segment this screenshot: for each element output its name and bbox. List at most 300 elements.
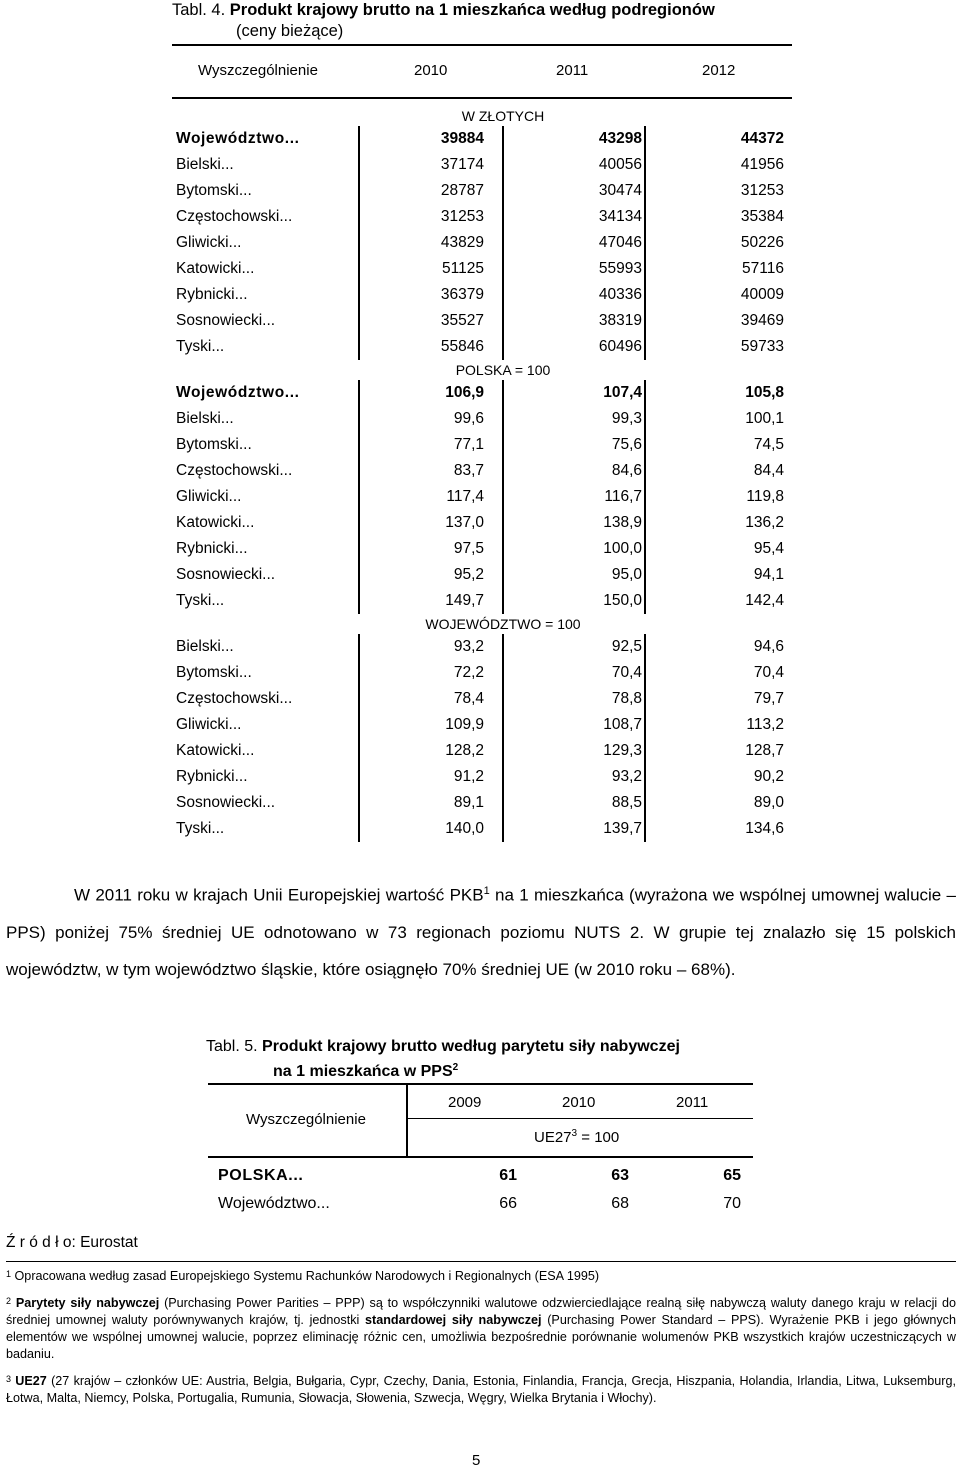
row-label	[218, 1162, 303, 1190]
row-label-dots: ...	[238, 664, 252, 681]
table5-top-rule	[208, 1083, 753, 1085]
table-cell: 107,4	[603, 384, 642, 401]
table-row	[172, 634, 792, 660]
paragraph-text-end: na 1 mieszkańca (wyrażona we wspólnej umownej walucie – PPS) poniżej 75% średniej UE odnotowano w 73 regionach poziomu NUTS 2. W grupie tej znalazło się 15 polskich województw, w tym województwo śląskie, które osiągnęło 70% średniej UE (w 2010 roku – 68%).	[6, 885, 957, 979]
column-rule	[358, 380, 360, 406]
row-label-text: Województwo	[176, 384, 285, 401]
footnote-text: Opracowana według zasad Europejskiego Systemu Rachunków Narodowych i Regionalnych (ESA 1995)	[14, 1269, 600, 1283]
table-cell: 43298	[598, 130, 642, 147]
table-cell: 40056	[598, 156, 642, 173]
section-row	[172, 106, 792, 126]
row-label-text: Tyski	[176, 820, 212, 837]
column-rule	[502, 204, 504, 230]
table-cell: 47046	[598, 234, 642, 251]
table-cell: 97,5	[453, 540, 484, 557]
table-cell: 39469	[740, 312, 784, 329]
table-cell: 134,6	[745, 820, 784, 837]
table-cell: 140,0	[445, 820, 484, 837]
table-cell: 74,5	[753, 436, 784, 453]
row-label	[176, 380, 300, 406]
footnote-term: UE27	[15, 1374, 47, 1388]
table-cell: 109,9	[445, 716, 484, 733]
column-rule	[358, 562, 360, 588]
column-rule	[502, 380, 504, 406]
table-cell: 35384	[740, 208, 784, 225]
table-cell: 100,0	[603, 540, 642, 557]
row-label-dots: ...	[211, 820, 225, 837]
row-label-text: Bielski	[176, 638, 221, 655]
footnote-number: 3	[6, 1374, 12, 1384]
column-rule	[502, 562, 504, 588]
table5-unit-footnote-ref: 3	[571, 1128, 578, 1139]
row-label-dots: ...	[288, 1167, 304, 1184]
row-label	[176, 738, 254, 764]
row-label-dots: ...	[234, 768, 248, 785]
column-rule	[644, 282, 646, 308]
row-label-text: Gliwicki	[176, 716, 229, 733]
row-label-text: Częstochowski	[176, 208, 280, 225]
column-rule	[502, 406, 504, 432]
footnote-3	[6, 1373, 956, 1407]
column-rule	[644, 790, 646, 816]
row-label-text: Sosnowiecki	[176, 566, 263, 583]
table-cell: 66	[499, 1195, 517, 1212]
table5-title-text: Produkt krajowy brutto według parytetu siły nabywczej	[262, 1038, 680, 1055]
table-cell: 31253	[740, 182, 784, 199]
column-rule	[358, 660, 360, 686]
row-label	[176, 816, 224, 842]
row-label-dots: ...	[238, 436, 252, 453]
column-rule	[644, 458, 646, 484]
table5-header-year: 2010	[562, 1094, 596, 1111]
table-row	[172, 282, 792, 308]
row-label-text: Katowicki	[176, 514, 242, 531]
row-label-dots: ...	[241, 514, 255, 531]
row-label-text: Tyski	[176, 592, 212, 609]
row-label-dots: ...	[220, 156, 234, 173]
footnote-2	[6, 1295, 956, 1363]
table-cell: 149,7	[445, 592, 484, 609]
table-cell: 113,2	[746, 716, 784, 733]
column-rule	[358, 178, 360, 204]
table-cell: 142,4	[745, 592, 784, 609]
row-label-dots: ...	[284, 130, 300, 147]
row-label-dots: ...	[238, 182, 252, 199]
table4-title-text: Produkt krajowy brutto na 1 mieszkańca według podregionów	[229, 1, 715, 19]
column-rule	[502, 536, 504, 562]
row-label	[176, 432, 252, 458]
column-rule	[644, 660, 646, 686]
table-cell: 94,6	[753, 638, 784, 655]
table5-body	[208, 1162, 753, 1218]
table4-header-label: Wyszczególnienie	[198, 62, 318, 79]
section-row	[172, 614, 792, 634]
table-cell: 77,1	[453, 436, 484, 453]
column-rule	[502, 510, 504, 536]
table5-title-text-line2: na 1 mieszkańca w PPS	[273, 1063, 453, 1081]
table-cell: 89,0	[753, 794, 784, 811]
column-rule	[358, 334, 360, 360]
table-cell: 38319	[598, 312, 642, 329]
row-label-dots: ...	[284, 384, 300, 401]
row-label	[176, 712, 241, 738]
table-cell: 106,9	[445, 384, 484, 401]
table5-header-inner-rule	[406, 1118, 753, 1119]
table-row	[208, 1162, 753, 1190]
column-rule	[502, 660, 504, 686]
column-rule	[502, 334, 504, 360]
column-rule	[644, 256, 646, 282]
row-label-text: Częstochowski	[176, 462, 280, 479]
table-row	[172, 816, 792, 842]
column-rule	[502, 458, 504, 484]
column-rule	[358, 510, 360, 536]
table-cell: 70,4	[611, 664, 642, 681]
column-rule	[358, 458, 360, 484]
table-cell: 88,5	[611, 794, 642, 811]
row-label-dots: ...	[228, 488, 242, 505]
row-label	[176, 230, 241, 256]
column-rule	[644, 764, 646, 790]
row-label	[176, 510, 254, 536]
column-rule	[358, 484, 360, 510]
column-rule	[358, 282, 360, 308]
source-note: Ź r ó d ł o: Eurostat	[6, 1234, 138, 1251]
table-cell: 108,7	[603, 716, 642, 733]
row-label	[176, 634, 234, 660]
column-rule	[644, 204, 646, 230]
row-label-dots: ...	[262, 566, 276, 583]
table-row	[172, 204, 792, 230]
row-label	[176, 686, 292, 712]
column-rule	[644, 712, 646, 738]
table-cell: 70	[723, 1195, 741, 1212]
column-rule	[502, 178, 504, 204]
column-rule	[358, 790, 360, 816]
section-title: WOJEWÓDZTWO = 100	[425, 616, 581, 632]
table-cell: 55846	[440, 338, 484, 355]
table-cell: 51125	[442, 260, 484, 277]
row-label	[176, 204, 292, 230]
row-label-dots: ...	[262, 312, 276, 329]
table-cell: 95,0	[611, 566, 642, 583]
table-cell: 128,7	[745, 742, 784, 759]
table-cell: 138,9	[603, 514, 642, 531]
table-cell: 119,8	[746, 488, 784, 505]
column-rule	[644, 634, 646, 660]
table-row	[172, 458, 792, 484]
table-cell: 55993	[598, 260, 642, 277]
row-label	[176, 256, 254, 282]
row-label-text: Rybnicki	[176, 286, 235, 303]
row-label-text: POLSKA	[218, 1167, 289, 1184]
row-label	[176, 536, 248, 562]
table-cell: 94,1	[753, 566, 784, 583]
table-row	[172, 510, 792, 536]
column-rule	[502, 790, 504, 816]
table-row	[172, 712, 792, 738]
page-number: 5	[472, 1452, 481, 1469]
column-rule	[358, 634, 360, 660]
row-label-text: Katowicki	[176, 260, 242, 277]
row-label-text: Bielski	[176, 410, 221, 427]
table-cell: 43829	[440, 234, 484, 251]
table-row	[172, 536, 792, 562]
table-cell: 95,4	[753, 540, 784, 557]
row-label-dots: ...	[241, 742, 255, 759]
row-label-text: Bytomski	[176, 182, 239, 199]
footnote-1	[6, 1268, 956, 1285]
column-rule	[502, 738, 504, 764]
table-cell: 61	[499, 1167, 517, 1184]
column-rule	[502, 634, 504, 660]
row-label	[176, 406, 234, 432]
table-row	[172, 764, 792, 790]
table-cell: 60496	[598, 338, 642, 355]
row-label-text: Województwo	[176, 130, 285, 147]
row-label	[176, 126, 300, 152]
row-label-text: Rybnicki	[176, 540, 235, 557]
table-row	[172, 126, 792, 152]
table4-title	[172, 0, 715, 42]
column-rule	[644, 484, 646, 510]
column-rule	[644, 406, 646, 432]
column-rule	[502, 484, 504, 510]
table-cell: 59733	[740, 338, 784, 355]
footnote-number: 1	[6, 1269, 12, 1279]
footnote-separator	[6, 1261, 956, 1262]
row-label	[176, 458, 292, 484]
table-cell: 41956	[740, 156, 784, 173]
table-cell: 89,1	[453, 794, 484, 811]
row-label-text: Bytomski	[176, 436, 239, 453]
row-label	[176, 178, 252, 204]
table-row	[172, 230, 792, 256]
column-rule	[358, 816, 360, 842]
column-rule	[358, 738, 360, 764]
column-rule	[502, 126, 504, 152]
paragraph-text-start: W 2011 roku w krajach Unii Europejskiej wartość PKB	[74, 885, 484, 905]
table-cell: 78,4	[453, 690, 484, 707]
column-rule	[502, 588, 504, 614]
row-label	[176, 660, 252, 686]
footnote-text: (Purchasing Power Standard – PPS). Wyrażenie PKB i jego głównych elementów we wspólnej umownej walucie, poprzez eliminację różnic cen, umożliwia bezpośrednie porównanie wolumenów PKB wszystkich krajów uczestniczących w badaniu.	[6, 1313, 956, 1361]
table-row	[208, 1190, 753, 1218]
row-label-dots: ...	[262, 794, 276, 811]
row-label-dots: ...	[316, 1195, 330, 1212]
row-label	[176, 282, 248, 308]
table-row	[172, 256, 792, 282]
table-cell: 129,3	[603, 742, 642, 759]
table-cell: 117,4	[446, 488, 484, 505]
row-label-dots: ...	[228, 716, 242, 733]
column-rule	[358, 126, 360, 152]
column-rule	[358, 764, 360, 790]
table-row	[172, 178, 792, 204]
section-row	[172, 360, 792, 380]
column-rule	[502, 764, 504, 790]
table4-header-year: 2012	[702, 62, 736, 79]
column-rule	[358, 152, 360, 178]
table5-title-prefix: Tabl. 5.	[206, 1038, 258, 1055]
row-label-dots: ...	[279, 208, 293, 225]
row-label-dots: ...	[234, 540, 248, 557]
table-cell: 68	[611, 1195, 629, 1212]
row-label-dots: ...	[211, 592, 225, 609]
table-row	[172, 686, 792, 712]
row-label-dots: ...	[211, 338, 225, 355]
column-rule	[644, 380, 646, 406]
table-cell: 70,4	[753, 664, 784, 681]
row-label-text: Częstochowski	[176, 690, 280, 707]
row-label-text: Tyski	[176, 338, 212, 355]
column-rule	[358, 256, 360, 282]
table5-header-year: 2009	[448, 1094, 482, 1111]
row-label-text: Sosnowiecki	[176, 794, 263, 811]
table5-unit-prefix: UE27	[534, 1129, 572, 1146]
table5-unit-suffix: = 100	[577, 1129, 620, 1146]
footnote-text: (27 krajów – członków UE: Austria, Belgia, Bułgaria, Cypr, Czechy, Dania, Estonia, Finlandia, Francja, Grecja, Hiszpania, Holandia, Irlandia, Litwa, Luksemburg, Łotwa, Malta, Niemcy, Polska, Portugalia, Rumunia, Słowacja, Słowenia, Szwecja, Węgry, Wielka Brytania i Włochy).	[6, 1374, 957, 1405]
table5-title-footnote-ref: 2	[452, 1062, 459, 1073]
table-row	[172, 380, 792, 406]
table-cell: 30474	[598, 182, 642, 199]
column-rule	[358, 712, 360, 738]
row-label-text: Sosnowiecki	[176, 312, 263, 329]
row-label-dots: ...	[279, 462, 293, 479]
table-cell: 150,0	[603, 592, 642, 609]
table-cell: 93,2	[611, 768, 642, 785]
table-cell: 75,6	[611, 436, 642, 453]
column-rule	[502, 256, 504, 282]
table-cell: 99,3	[611, 410, 642, 427]
column-rule	[644, 152, 646, 178]
table-row	[172, 484, 792, 510]
row-label-text: Gliwicki	[176, 234, 229, 251]
row-label-dots: ...	[220, 410, 234, 427]
column-rule	[502, 152, 504, 178]
table-cell: 40009	[740, 286, 784, 303]
table-row	[172, 562, 792, 588]
row-label	[176, 790, 275, 816]
table-row	[172, 334, 792, 360]
table5-title	[206, 1036, 680, 1082]
footnote-term: standardowej siły nabywczej	[365, 1313, 542, 1327]
table4-body	[172, 106, 792, 842]
column-rule	[644, 126, 646, 152]
row-label-dots: ...	[279, 690, 293, 707]
table4-title-prefix: Tabl. 4.	[172, 1, 226, 19]
table-row	[172, 308, 792, 334]
column-rule	[502, 686, 504, 712]
table-cell: 128,2	[445, 742, 484, 759]
row-label	[218, 1190, 330, 1218]
table-row	[172, 152, 792, 178]
table-cell: 105,8	[745, 384, 784, 401]
table-row	[172, 406, 792, 432]
row-label-dots: ...	[241, 260, 255, 277]
row-label	[176, 152, 234, 178]
column-rule	[644, 334, 646, 360]
row-label-text: Województwo	[218, 1195, 317, 1212]
row-label-text: Gliwicki	[176, 488, 229, 505]
table-cell: 78,8	[611, 690, 642, 707]
footnote-term: Parytety siły nabywczej	[15, 1296, 160, 1310]
column-rule	[358, 230, 360, 256]
table-cell: 72,2	[453, 664, 484, 681]
table-cell: 34134	[598, 208, 642, 225]
row-label-text: Katowicki	[176, 742, 242, 759]
table-cell: 84,4	[753, 462, 784, 479]
table-cell: 136,2	[745, 514, 784, 531]
table4-header-year: 2010	[414, 62, 448, 79]
column-rule	[644, 562, 646, 588]
table4-header-rule	[172, 97, 792, 99]
table-cell: 84,6	[611, 462, 642, 479]
table4-subtitle: (ceny bieżące)	[236, 22, 344, 40]
column-rule	[502, 308, 504, 334]
column-rule	[644, 230, 646, 256]
table5-header-rule	[208, 1156, 753, 1158]
row-label-dots: ...	[220, 638, 234, 655]
row-label	[176, 588, 224, 614]
column-rule	[358, 432, 360, 458]
table5-header-year: 2011	[676, 1094, 709, 1111]
row-label	[176, 764, 248, 790]
column-rule	[644, 588, 646, 614]
column-rule	[502, 230, 504, 256]
table-cell: 139,7	[603, 820, 642, 837]
table4-top-rule	[172, 44, 792, 46]
paragraph-footnote-ref: 1	[483, 885, 490, 897]
row-label-text: Bytomski	[176, 664, 239, 681]
column-rule	[358, 536, 360, 562]
column-rule	[644, 510, 646, 536]
table-row	[172, 738, 792, 764]
table5-header-divider	[406, 1084, 408, 1156]
row-label-dots: ...	[234, 286, 248, 303]
row-label	[176, 308, 275, 334]
table-cell: 40336	[598, 286, 642, 303]
table-cell: 100,1	[745, 410, 784, 427]
column-rule	[644, 308, 646, 334]
table-cell: 79,7	[753, 690, 784, 707]
column-rule	[644, 738, 646, 764]
table-row	[172, 790, 792, 816]
table-row	[172, 432, 792, 458]
table-cell: 91,2	[453, 768, 484, 785]
footnote-text: (Purchasing Power Parities – PPP) są to współczynniki walutowe odzwierciedlające realną siłę nabywczą waluty danego kraju w relacji do średniej umownej waluty porównywanych krajów, tj. jednostki	[6, 1296, 957, 1327]
section-title: W ZŁOTYCH	[461, 108, 545, 124]
column-rule	[644, 536, 646, 562]
column-rule	[358, 686, 360, 712]
table-cell: 50226	[740, 234, 784, 251]
table-cell: 83,7	[453, 462, 484, 479]
column-rule	[644, 816, 646, 842]
table-cell: 95,2	[453, 566, 484, 583]
table-row	[172, 660, 792, 686]
row-label-text: Rybnicki	[176, 768, 235, 785]
table-cell: 44372	[740, 130, 784, 147]
table-cell: 92,5	[611, 638, 642, 655]
footnote-number: 2	[6, 1296, 12, 1306]
column-rule	[358, 406, 360, 432]
row-label	[176, 484, 241, 510]
table-cell: 31253	[440, 208, 484, 225]
column-rule	[358, 204, 360, 230]
table5-unit	[534, 1128, 619, 1146]
table-cell: 57116	[742, 260, 784, 277]
column-rule	[502, 816, 504, 842]
